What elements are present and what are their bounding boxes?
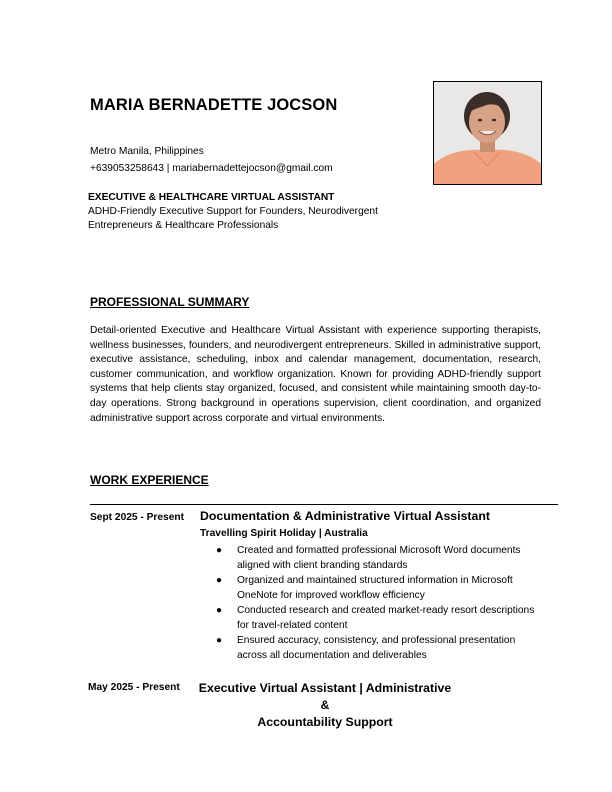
summary-heading: PROFESSIONAL SUMMARY bbox=[90, 295, 250, 309]
job-title-2-line2: Accountability Support bbox=[257, 715, 393, 729]
bullet-icon: ● bbox=[216, 575, 223, 586]
job-title: Documentation & Administrative Virtual Assistant bbox=[200, 509, 490, 523]
portrait-image bbox=[434, 82, 541, 184]
bullet-text: Organized and maintained structured information in Microsoft OneNote for improved workflow efficiency bbox=[237, 575, 513, 601]
job-company: Travelling Spirit Holiday | Australia bbox=[200, 528, 368, 539]
bullet-text: Created and formatted professional Microsoft Word documents aligned with client branding standards bbox=[237, 545, 521, 571]
list-item bbox=[216, 633, 546, 663]
bullet-text: Conducted research and created market-ready resort descriptions for travel-related content bbox=[237, 605, 535, 631]
bullet-text: Ensured accuracy, consistency, and professional presentation across all documentation and deliverables bbox=[237, 635, 516, 661]
role-block bbox=[88, 191, 378, 233]
experience-heading: WORK EXPERIENCE bbox=[90, 473, 209, 487]
location-text: Metro Manila, Philippines bbox=[90, 146, 204, 157]
job-title-2 bbox=[193, 680, 457, 731]
profile-photo bbox=[433, 81, 542, 185]
summary-text: Detail-oriented Executive and Healthcare Virtual Assistant with experience supporting therapists, wellness businesses, founders, and neurodivergent entrepreneurs. Skilled in administrative support, executive assistance, scheduling, inbox and calendar management, documentation, research, customer communication, and workflow organization. Known for providing ADHD-friendly support systems that help clients stay organized, focused, and consistent while maintaining smooth day-to-day operations. Strong background in operations supervision, client coordination, and organized administrative support across corporate and virtual environments. bbox=[90, 325, 541, 424]
role-tagline-line1: ADHD-Friendly Executive Support for Founders, Neurodivergent bbox=[88, 206, 378, 217]
bullet-icon: ● bbox=[216, 635, 223, 646]
bullet-icon: ● bbox=[216, 545, 223, 556]
role-title: EXECUTIVE & HEALTHCARE VIRTUAL ASSISTANT bbox=[88, 192, 335, 203]
list-item bbox=[216, 573, 546, 603]
section-divider bbox=[90, 504, 558, 505]
contact-line: +639053258643 | mariabernadettejocson@gmail.com bbox=[90, 163, 333, 174]
candidate-name: MARIA BERNADETTE JOCSON bbox=[90, 96, 338, 114]
bullet-icon: ● bbox=[216, 605, 223, 616]
list-item bbox=[216, 543, 546, 573]
job-date: Sept 2025 - Present bbox=[90, 512, 184, 523]
role-tagline-line2: Entrepreneurs & Healthcare Professionals bbox=[88, 220, 279, 231]
job-bullet-list bbox=[216, 543, 546, 663]
job-date-2: May 2025 - Present bbox=[88, 682, 180, 693]
job-title-2-line1: Executive Virtual Assistant | Administrative & bbox=[198, 681, 452, 712]
list-item bbox=[216, 603, 546, 633]
